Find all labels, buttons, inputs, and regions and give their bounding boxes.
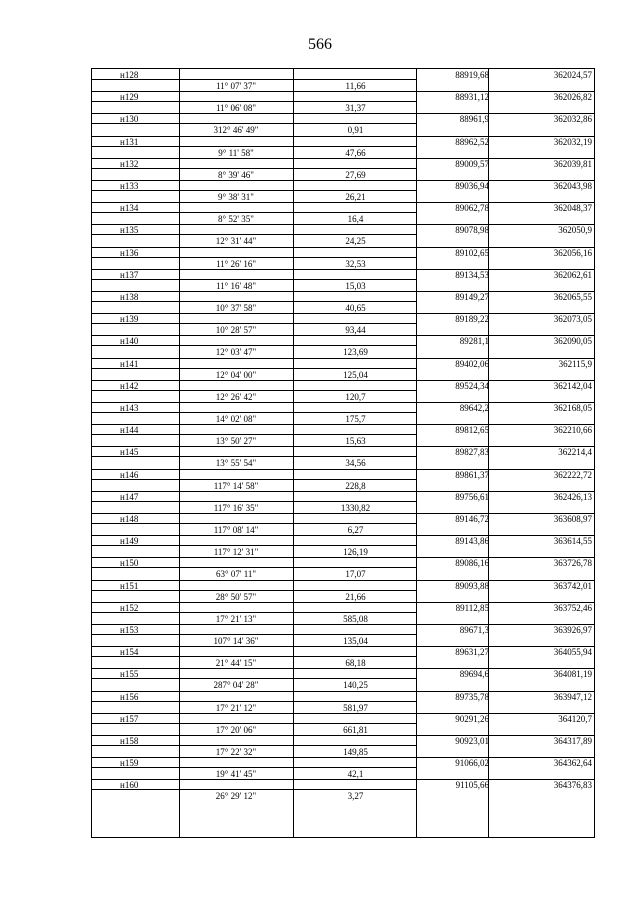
table-row xyxy=(92,158,594,180)
row-divider xyxy=(92,446,417,447)
direction-angle: 13° 50' 27" xyxy=(215,436,257,447)
direction-angle: 11° 06' 08" xyxy=(215,103,257,114)
distance: 581,97 xyxy=(343,702,368,713)
row-divider xyxy=(92,380,417,381)
row-divider xyxy=(92,723,417,724)
row-divider xyxy=(92,313,417,314)
coordinate-y: 363926,97 xyxy=(553,625,592,635)
table-row xyxy=(92,446,594,468)
point-name: н148 xyxy=(120,514,139,524)
table-row xyxy=(92,424,594,446)
coordinate-y: 362024,57 xyxy=(553,70,592,80)
row-divider xyxy=(92,434,417,435)
direction-angle: 107° 14' 36" xyxy=(213,636,259,646)
coordinate-x: 88961,9 xyxy=(459,114,489,125)
coordinate-x: 89134,53 xyxy=(455,269,489,280)
table-row xyxy=(92,69,594,91)
coordinate-y: 363742,01 xyxy=(553,580,592,591)
direction-angle: 9° 38' 31" xyxy=(218,192,254,202)
distance: 68,18 xyxy=(345,658,366,669)
row-divider xyxy=(92,257,417,258)
table-row xyxy=(92,491,594,513)
coordinate-y: 362073,05 xyxy=(553,314,592,325)
distance: 661,81 xyxy=(343,724,368,735)
coordinate-x: 89402,06 xyxy=(455,358,489,369)
direction-angle: 312° 46' 49" xyxy=(213,125,259,136)
coordinate-y: 362039,81 xyxy=(553,158,592,169)
table-row xyxy=(92,269,594,291)
coordinate-y: 362168,05 xyxy=(553,403,592,413)
table-row xyxy=(92,91,594,113)
direction-angle: 12° 04' 00" xyxy=(215,369,257,380)
coordinate-x: 89036,94 xyxy=(455,181,489,191)
row-divider xyxy=(92,202,417,203)
row-divider xyxy=(92,269,417,270)
coordinate-y: 362142,04 xyxy=(553,380,592,391)
coordinate-x: 89812,65 xyxy=(455,425,489,436)
distance: 34,56 xyxy=(345,458,366,469)
row-divider xyxy=(92,136,417,137)
coordinate-x: 90291,26 xyxy=(455,713,489,724)
coordinate-x: 89146,72 xyxy=(455,514,489,524)
point-name: н136 xyxy=(120,247,139,258)
point-name: н132 xyxy=(120,158,139,169)
row-divider xyxy=(92,279,417,280)
coordinate-x: 89631,27 xyxy=(455,647,489,658)
row-divider xyxy=(92,567,417,568)
table-row xyxy=(92,580,594,602)
distance: 140,25 xyxy=(343,680,368,691)
point-name: н142 xyxy=(120,380,139,391)
direction-angle: 287° 04' 28" xyxy=(213,680,259,691)
distance: 3,27 xyxy=(347,791,364,802)
coordinate-x: 91105,66 xyxy=(455,780,489,791)
point-name: н149 xyxy=(120,536,139,547)
table-row xyxy=(92,646,594,668)
row-divider xyxy=(92,402,417,403)
direction-angle: 19° 41' 45" xyxy=(215,769,257,780)
direction-angle: 117° 14' 58" xyxy=(213,480,259,491)
coordinate-y: 362026,82 xyxy=(553,92,592,103)
distance: 32,53 xyxy=(345,258,366,269)
distance: 15,63 xyxy=(345,436,366,447)
direction-angle: 10° 28' 57" xyxy=(215,325,257,336)
coordinate-x: 89086,16 xyxy=(455,558,489,569)
coordinate-y: 362032,19 xyxy=(553,136,592,147)
point-name: н150 xyxy=(120,558,139,569)
distance: 31,37 xyxy=(345,103,366,114)
distance: 26,21 xyxy=(345,192,366,202)
point-name: н143 xyxy=(120,403,139,413)
distance: 120,7 xyxy=(345,391,366,402)
distance: 123,69 xyxy=(343,347,368,358)
distance: 47,66 xyxy=(345,147,366,158)
coordinate-y: 363608,97 xyxy=(553,514,592,524)
point-name: н135 xyxy=(120,225,139,236)
direction-angle: 13° 55' 54" xyxy=(215,458,257,469)
row-divider xyxy=(92,580,417,581)
point-name: н158 xyxy=(120,736,139,746)
row-divider xyxy=(92,390,417,391)
table-row xyxy=(92,380,594,402)
table-row xyxy=(92,291,594,313)
row-divider xyxy=(92,123,417,124)
row-divider xyxy=(92,513,417,514)
coordinate-y: 362222,72 xyxy=(553,469,592,480)
row-divider xyxy=(92,745,417,746)
distance: 17,07 xyxy=(345,569,366,580)
row-divider xyxy=(92,535,417,536)
row-divider xyxy=(92,602,417,603)
row-divider xyxy=(92,789,417,790)
row-divider xyxy=(92,590,417,591)
table-row xyxy=(92,247,594,269)
coordinate-y: 362426,13 xyxy=(553,491,592,502)
coordinate-y: 362048,37 xyxy=(553,203,592,214)
point-name: н131 xyxy=(120,136,139,147)
direction-angle: 10° 37' 58" xyxy=(215,303,257,313)
point-name: н130 xyxy=(120,114,139,125)
row-divider xyxy=(92,634,417,635)
coordinate-x: 89735,78 xyxy=(455,691,489,702)
coordinate-y: 362214,4 xyxy=(558,447,592,458)
table-row xyxy=(92,735,594,757)
coordinate-x: 88931,12 xyxy=(455,92,489,103)
distance: 6,27 xyxy=(347,525,364,535)
direction-angle: 11° 16' 48" xyxy=(215,280,257,291)
point-name: н128 xyxy=(120,70,139,80)
table-row xyxy=(92,668,594,690)
row-divider xyxy=(92,291,417,292)
point-name: н140 xyxy=(120,336,139,347)
direction-angle: 17° 20' 06" xyxy=(215,724,257,735)
row-divider xyxy=(92,358,417,359)
coordinate-y: 364317,89 xyxy=(553,736,592,746)
direction-angle: 117° 16' 35" xyxy=(213,502,259,513)
direction-angle: 26° 29' 12" xyxy=(215,791,257,802)
coordinate-y: 362210,66 xyxy=(553,425,592,436)
point-name: н151 xyxy=(120,580,139,591)
coordinate-y: 362050,9 xyxy=(558,225,592,236)
row-divider xyxy=(92,168,417,169)
row-divider xyxy=(92,713,417,714)
row-divider xyxy=(92,212,417,213)
row-divider xyxy=(92,368,417,369)
coordinate-x: 89756,61 xyxy=(455,491,489,502)
coordinate-y: 363726,78 xyxy=(553,558,592,569)
point-name: н154 xyxy=(120,647,139,658)
point-name: н152 xyxy=(120,602,139,613)
direction-angle: 117° 12' 31" xyxy=(213,547,259,558)
point-name: н155 xyxy=(120,669,139,680)
point-name: н146 xyxy=(120,469,139,480)
direction-angle: 11° 07' 37" xyxy=(215,81,257,91)
distance: 27,69 xyxy=(345,169,366,180)
table-row xyxy=(92,513,594,535)
distance: 16,4 xyxy=(347,214,364,225)
table-row xyxy=(92,224,594,246)
direction-angle: 12° 03' 47" xyxy=(215,347,257,358)
row-divider xyxy=(92,479,417,480)
distance: 1330,82 xyxy=(340,502,371,513)
coordinate-y: 364376,83 xyxy=(553,780,592,791)
row-divider xyxy=(92,735,417,736)
row-divider xyxy=(92,146,417,147)
point-name: н160 xyxy=(120,780,139,791)
point-name: н159 xyxy=(120,758,139,769)
row-divider xyxy=(92,424,417,425)
row-divider xyxy=(92,624,417,625)
coordinate-y: 364055,94 xyxy=(553,647,592,658)
distance: 149,85 xyxy=(343,747,368,757)
coordinate-y: 364362,64 xyxy=(553,758,592,769)
direction-angle: 8° 52' 35" xyxy=(218,214,254,225)
point-name: н129 xyxy=(120,92,139,103)
table-row xyxy=(92,779,594,801)
distance: 0,91 xyxy=(347,125,364,136)
coordinate-x: 89671,3 xyxy=(459,625,489,635)
table-row xyxy=(92,602,594,624)
table-row xyxy=(92,624,594,646)
coordinate-x: 90923,01 xyxy=(455,736,489,746)
row-divider xyxy=(92,91,417,92)
direction-angle: 12° 31' 44" xyxy=(215,236,257,247)
table-row xyxy=(92,691,594,713)
coordinate-y: 362115,9 xyxy=(558,358,592,369)
coordinate-x: 89093,88 xyxy=(455,580,489,591)
distance: 125,04 xyxy=(343,369,368,380)
distance: 126,19 xyxy=(343,547,368,558)
row-divider xyxy=(92,190,417,191)
table-row xyxy=(92,358,594,380)
distance: 42,1 xyxy=(347,769,364,780)
row-divider xyxy=(92,247,417,248)
row-divider xyxy=(92,656,417,657)
direction-angle: 12° 26' 42" xyxy=(215,391,257,402)
row-divider xyxy=(92,180,417,181)
direction-angle: 17° 22' 32" xyxy=(215,747,257,757)
row-divider xyxy=(92,779,417,780)
coordinate-y: 363947,12 xyxy=(553,691,592,702)
distance: 135,04 xyxy=(343,636,368,646)
row-divider xyxy=(92,113,417,114)
row-divider xyxy=(92,345,417,346)
coordinate-x: 89189,22 xyxy=(455,314,489,325)
coordinate-x: 89009,57 xyxy=(455,158,489,169)
row-divider xyxy=(92,678,417,679)
coordinate-y: 362032,86 xyxy=(553,114,592,125)
direction-angle: 17° 21' 12" xyxy=(215,702,257,713)
table-row xyxy=(92,535,594,557)
direction-angle: 14° 02' 08" xyxy=(215,414,257,424)
table-row xyxy=(92,757,594,779)
coordinate-y: 362090,05 xyxy=(553,336,592,347)
table-row xyxy=(92,402,594,424)
row-divider xyxy=(92,79,417,80)
table-row xyxy=(92,469,594,491)
coordinate-y: 362056,16 xyxy=(553,247,592,258)
table-row xyxy=(92,180,594,202)
table-row xyxy=(92,557,594,579)
row-divider xyxy=(92,612,417,613)
coordinate-y: 362062,61 xyxy=(553,269,592,280)
distance: 24,25 xyxy=(345,236,366,247)
distance: 11,66 xyxy=(345,81,366,91)
point-name: н145 xyxy=(120,447,139,458)
coordinates-table xyxy=(91,68,595,838)
point-name: н144 xyxy=(120,425,139,436)
coordinate-x: 91066,02 xyxy=(455,758,489,769)
distance: 585,08 xyxy=(343,613,368,624)
coordinate-x: 89861,37 xyxy=(455,469,489,480)
row-divider xyxy=(92,456,417,457)
direction-angle: 21° 44' 15" xyxy=(215,658,257,669)
table-row xyxy=(92,713,594,735)
page-number: 566 xyxy=(308,36,332,53)
row-divider xyxy=(92,757,417,758)
row-divider xyxy=(92,557,417,558)
row-divider xyxy=(92,646,417,647)
coordinate-y: 363614,55 xyxy=(553,536,592,547)
distance: 228,8 xyxy=(345,480,366,491)
row-divider xyxy=(92,668,417,669)
distance: 15,03 xyxy=(345,280,366,291)
point-name: н141 xyxy=(120,358,139,369)
coordinate-y: 364120,7 xyxy=(558,713,592,724)
coordinate-x: 89078,98 xyxy=(455,225,489,236)
row-divider xyxy=(92,501,417,502)
row-divider xyxy=(92,335,417,336)
coordinate-x: 89524,34 xyxy=(455,380,489,391)
row-divider xyxy=(92,767,417,768)
coordinate-y: 363752,46 xyxy=(553,602,592,613)
row-divider xyxy=(92,545,417,546)
coordinate-x: 88962,52 xyxy=(455,136,489,147)
point-name: н137 xyxy=(120,269,139,280)
table-row xyxy=(92,113,594,135)
point-name: н139 xyxy=(120,314,139,325)
point-name: н133 xyxy=(120,181,139,191)
row-divider xyxy=(92,323,417,324)
point-name: н157 xyxy=(120,713,139,724)
row-divider xyxy=(92,469,417,470)
coordinate-x: 89143,86 xyxy=(455,536,489,547)
row-divider xyxy=(92,491,417,492)
point-name: н153 xyxy=(120,625,139,635)
row-divider xyxy=(92,523,417,524)
direction-angle: 8° 39' 46" xyxy=(218,169,254,180)
direction-angle: 11° 26' 16" xyxy=(215,258,257,269)
table-row xyxy=(92,202,594,224)
row-divider xyxy=(92,701,417,702)
row-divider xyxy=(92,234,417,235)
coordinate-x: 89112,85 xyxy=(455,602,489,613)
coordinate-x: 89642,2 xyxy=(459,403,489,413)
coordinate-y: 362043,98 xyxy=(553,181,592,191)
coordinate-x: 89062,78 xyxy=(455,203,489,214)
table-row xyxy=(92,136,594,158)
row-divider xyxy=(92,301,417,302)
row-divider xyxy=(92,158,417,159)
direction-angle: 28° 50' 57" xyxy=(215,591,257,602)
direction-angle: 63° 07' 11" xyxy=(215,569,257,580)
distance: 40,65 xyxy=(345,303,366,313)
point-name: н138 xyxy=(120,292,139,302)
coordinate-y: 364081,19 xyxy=(553,669,592,680)
coordinate-x: 89149,27 xyxy=(455,292,489,302)
coordinate-x: 89827,83 xyxy=(455,447,489,458)
direction-angle: 117° 08' 14" xyxy=(213,525,259,535)
distance: 21,66 xyxy=(345,591,366,602)
table-row xyxy=(92,335,594,357)
row-divider xyxy=(92,101,417,102)
table-row xyxy=(92,313,594,335)
point-name: н147 xyxy=(120,491,139,502)
coordinate-y: 362065,55 xyxy=(553,292,592,302)
direction-angle: 9° 11' 58" xyxy=(218,147,254,158)
distance: 93,44 xyxy=(345,325,366,336)
coordinate-x: 88919,68 xyxy=(455,70,489,80)
point-name: н156 xyxy=(120,691,139,702)
direction-angle: 17° 21' 13" xyxy=(215,613,257,624)
coordinate-x: 89281,1 xyxy=(459,336,489,347)
row-divider xyxy=(92,412,417,413)
coordinate-x: 89102,65 xyxy=(455,247,489,258)
coordinate-x: 89694,6 xyxy=(459,669,489,680)
point-name: н134 xyxy=(120,203,139,214)
distance: 175,7 xyxy=(345,414,366,424)
row-divider xyxy=(92,224,417,225)
row-divider xyxy=(92,691,417,692)
